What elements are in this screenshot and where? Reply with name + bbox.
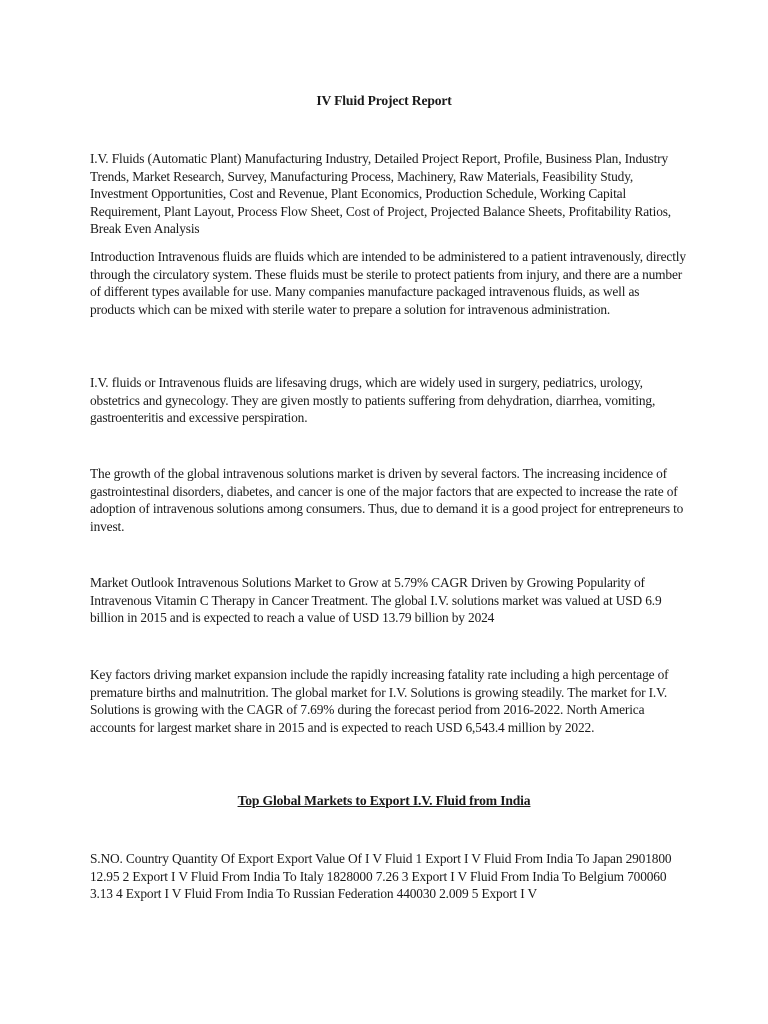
export-table-text: S.NO. Country Quantity Of Export Export Value Of I V Fluid 1 Export I V Fluid From India To Japan 2901800 12.95 2 Export I V Fluid From India To Italy 1828000 7.26 3 Export I V Fluid From India To Belgium 700060 3.13 4 Export I V Fluid From India To Russian Federation 440030 2.009 5 Export I V bbox=[90, 851, 672, 902]
paragraph-key-factors: Key factors driving market expansion include the rapidly increasing fatality rate including a high percentage of premature births and malnutrition. The global market for I.V. Solutions is growing steadily. The market for I.V. Solutions is growing with the CAGR of 7.69% during the forecast period from 2016-2022. North America accounts for largest market share in 2015 and is expected to reach USD 6,543.4 million by 2022. bbox=[90, 667, 669, 735]
paragraph-lifesaving-drugs: I.V. fluids or Intravenous fluids are lifesaving drugs, which are widely used in surgery, pediatrics, urology, obstetrics and gynecology. They are given mostly to patients suffering from dehydration, diarrhea, vomiting, gastroenteritis and excessive perspiration. bbox=[90, 375, 656, 426]
paragraph-market-growth: The growth of the global intravenous solutions market is driven by several factors. The increasing incidence of gastrointestinal disorders, diabetes, and cancer is one of the major factors that are expected to increase the rate of adoption of intravenous solutions among consumers. Thus, due to demand it is a good project for entrepreneurs to invest. bbox=[90, 466, 684, 534]
section-heading: Top Global Markets to Export I.V. Fluid from India bbox=[237, 793, 531, 808]
paragraph-market-outlook: Market Outlook Intravenous Solutions Market to Grow at 5.79% CAGR Driven by Growing Popularity of Intravenous Vitamin C Therapy in Cancer Treatment. The global I.V. solutions market was valued at USD 6.9 billion in 2015 and is expected to reach a value of USD 13.79 billion by 2024 bbox=[90, 575, 662, 626]
paragraph-keywords: I.V. Fluids (Automatic Plant) Manufacturing Industry, Detailed Project Report, Profile, Business Plan, Industry Trends, Market Research, Survey, Manufacturing Process, Machinery, Raw Materials, Feasibility Study, Investment Opportunities, Cost and Revenue, Plant Economics, Production Schedule, Working Capital Requirement, Plant Layout, Process Flow Sheet, Cost of Project, Projected Balance Sheets, Profitability Ratios, Break Even Analysis bbox=[90, 151, 671, 237]
paragraph-introduction: Introduction Intravenous fluids are fluids which are intended to be administered to a patient intravenously, directly through the circulatory system. These fluids must be sterile to protect patients from injury, and there are a number of different types available for use. Many companies manufacture packaged intravenous fluids, as well as products which can be mixed with sterile water to prepare a solution for intravenous administration. bbox=[90, 249, 686, 317]
document-title: IV Fluid Project Report bbox=[316, 93, 452, 108]
